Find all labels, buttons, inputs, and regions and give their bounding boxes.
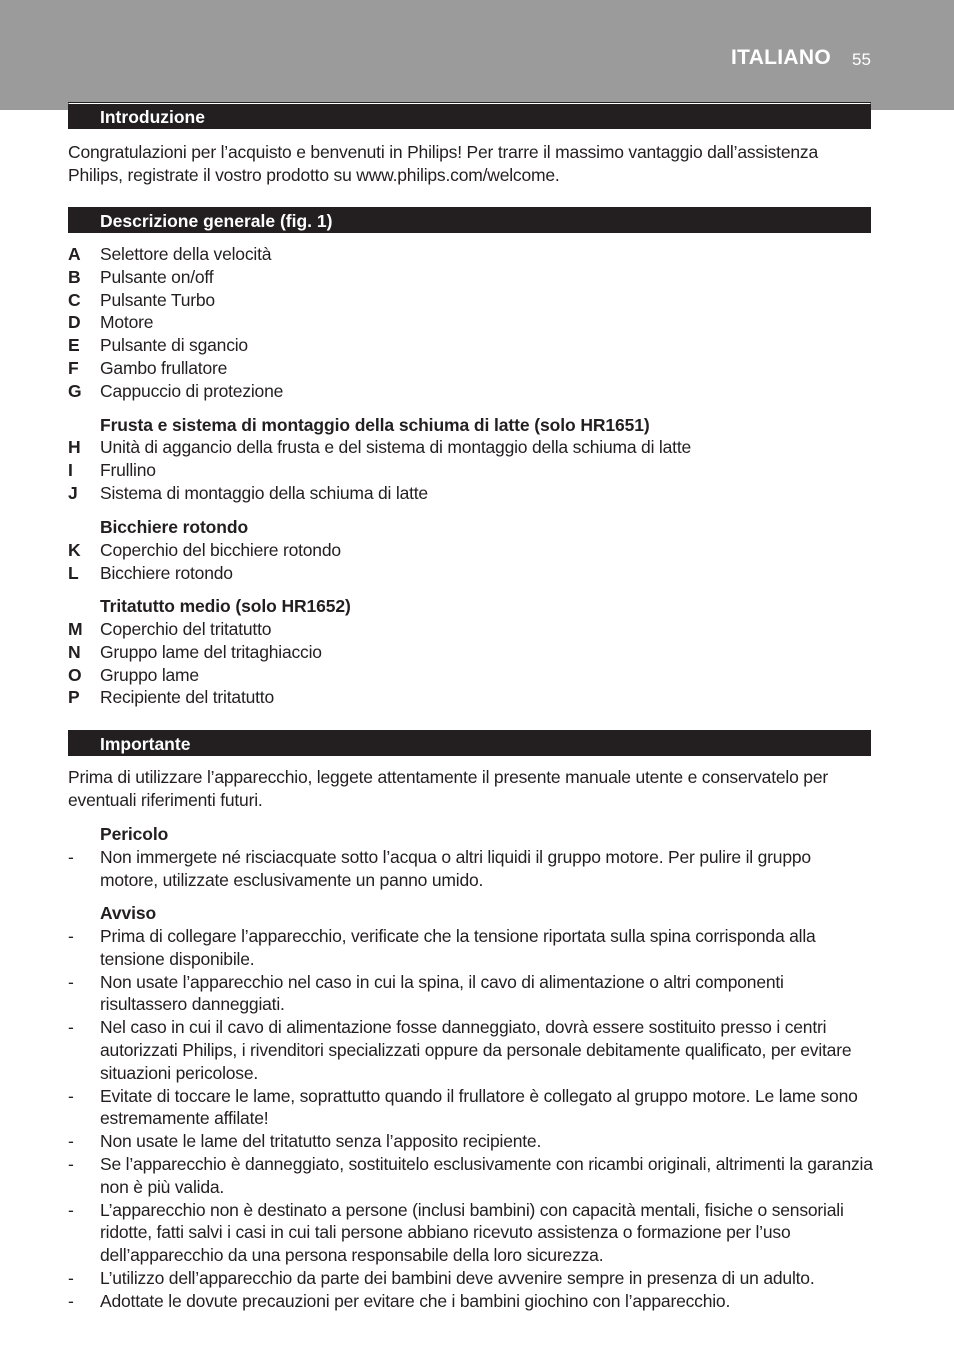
danger-list [68, 846, 873, 892]
item-text: Motore [100, 312, 154, 333]
list-item [68, 1130, 873, 1153]
item-text: Pulsante di sgancio [100, 335, 248, 356]
list-item [68, 436, 873, 459]
bullet: - [68, 926, 74, 946]
item-text: Unità di aggancio della frusta e del sistema di montaggio della schiuma di latte [100, 437, 692, 457]
item-text: Adottate le dovute precauzioni per evitare che i bambini giochino con l’apparecchio. [100, 1290, 731, 1311]
list-item [68, 686, 873, 709]
list-item [68, 664, 873, 687]
subheading-chopper: Tritatutto medio (solo HR1652) [100, 596, 351, 616]
list-item [68, 1085, 873, 1131]
item-text: Non immergete né risciacquate sotto l’acqua o altri liquidi il gruppo motore. Per pulire il gruppo motore, utilizzate esclusivamente un panno umido. [100, 847, 811, 890]
warning-list [68, 925, 873, 1313]
subheading-beaker: Bicchiere rotondo [100, 517, 249, 537]
list-item [68, 1153, 873, 1199]
subheading-whisk: Frusta e sistema di montaggio della schiuma di latte (solo HR1651) [100, 415, 650, 435]
list-item [68, 1016, 873, 1084]
section-title-important: Importante [68, 730, 871, 756]
item-key: E [68, 335, 80, 356]
beaker-list [68, 539, 873, 585]
item-key: G [68, 380, 82, 401]
item-key: D [68, 312, 81, 333]
overview-list [68, 243, 873, 403]
list-item [68, 380, 873, 403]
whisk-list [68, 436, 873, 504]
chopper-list [68, 618, 873, 709]
list-item [68, 539, 873, 562]
bullet: - [68, 1085, 74, 1106]
item-key: N [68, 641, 81, 662]
item-key: M [68, 619, 83, 639]
list-item [68, 357, 873, 380]
item-key: I [68, 459, 73, 480]
list-item [68, 846, 873, 892]
bullet: - [68, 1199, 74, 1220]
language-label: ITALIANO [731, 46, 831, 69]
item-key: F [68, 357, 79, 378]
item-text: Coperchio del bicchiere rotondo [100, 540, 341, 560]
page-number: 55 [852, 50, 871, 69]
item-text: Nel caso in cui il cavo di alimentazione fosse danneggiato, dovrà essere sostituito presso i centri autorizzati Philips, i rivenditori specializzati oppure da personale debitamente qualificato, per evitare situazioni pericolose. [100, 1017, 852, 1083]
item-text: Selettore della velocità [100, 244, 272, 264]
item-text: Bicchiere rotondo [100, 562, 233, 583]
item-text: L’utilizzo dell’apparecchio da parte dei bambini deve avvenire sempre in presenza di un adulto. [100, 1267, 815, 1288]
section-title-overview: Descrizione generale (fig. 1) [68, 207, 871, 233]
item-text: Gruppo lame del tritaghiaccio [100, 641, 322, 662]
item-text: Recipiente del tritatutto [100, 687, 274, 708]
bullet: - [68, 971, 74, 992]
list-item [68, 1267, 873, 1290]
item-text: Pulsante on/off [100, 266, 214, 287]
item-text: Gambo frullatore [100, 357, 228, 378]
list-item [68, 311, 873, 334]
list-item [68, 266, 873, 289]
item-key: K [68, 540, 81, 560]
item-text: Frullino [100, 459, 156, 480]
item-key: B [68, 266, 81, 287]
item-text: Non usate le lame del tritatutto senza l’apposito recipiente. [100, 1131, 542, 1152]
bullet: - [68, 847, 74, 867]
bullet: - [68, 1131, 74, 1152]
list-item [68, 925, 873, 971]
list-item [68, 243, 873, 266]
item-text: Prima di collegare l’apparecchio, verificate che la tensione riportata sulla spina corrisponda alla tensione disponibile. [100, 926, 816, 969]
item-text: Sistema di montaggio della schiuma di latte [100, 482, 428, 503]
item-text: Cappuccio di protezione [100, 380, 284, 401]
list-item [68, 618, 873, 641]
item-key: P [68, 687, 80, 708]
bullet: - [68, 1290, 74, 1311]
intro-text: Congratulazioni per l’acquisto e benvenuti in Philips! Per trarre il massimo vantaggio dall’assistenza Philips, registrate il vostro prodotto su www.philips.com/welcome. [68, 142, 818, 185]
item-text: Evitate di toccare le lame, soprattutto quando il frullatore è collegato al gruppo motore. Le lame sono estremamente affilate! [100, 1085, 858, 1129]
list-item [68, 1290, 873, 1313]
list-item [68, 1199, 873, 1267]
list-item [68, 971, 873, 1017]
list-item [68, 289, 873, 312]
item-text: Se l’apparecchio è danneggiato, sostituitelo esclusivamente con ricambi originali, altrimenti la garanzia non è più valida. [100, 1153, 873, 1197]
important-text: Prima di utilizzare l’apparecchio, leggete attentamente il presente manuale utente e conservatelo per eventuali riferimenti futuri. [68, 767, 828, 810]
list-item [68, 334, 873, 357]
bullet: - [68, 1153, 74, 1174]
subheading-warning: Avviso [100, 903, 157, 923]
item-key: C [68, 289, 81, 310]
list-item [68, 641, 873, 664]
item-text: L’apparecchio non è destinato a persone (inclusi bambini) con capacità mentali, fisiche o sensoriali ridotte, fatti salvi i casi in cui tali persone abbiano ricevuto assistenza o formazione per l’uso dell’apparecchio da una persona responsabile della loro sicurezza. [100, 1199, 844, 1266]
item-key: O [68, 664, 82, 685]
item-text: Gruppo lame [100, 664, 199, 685]
item-key: J [68, 482, 78, 503]
list-item [68, 459, 873, 482]
item-key: L [68, 562, 79, 583]
item-text: Non usate l’apparecchio nel caso in cui la spina, il cavo di alimentazione o altri componenti risultassero danneggiati. [100, 971, 784, 1015]
list-item [68, 562, 873, 585]
section-title-intro: Introduzione [68, 103, 871, 129]
item-text: Pulsante Turbo [100, 289, 215, 310]
item-key: H [68, 437, 81, 457]
item-key: A [68, 244, 81, 264]
subheading-danger: Pericolo [100, 824, 169, 844]
bullet: - [68, 1017, 74, 1038]
item-text: Coperchio del tritatutto [100, 619, 272, 639]
list-item [68, 482, 873, 505]
bullet: - [68, 1267, 74, 1288]
